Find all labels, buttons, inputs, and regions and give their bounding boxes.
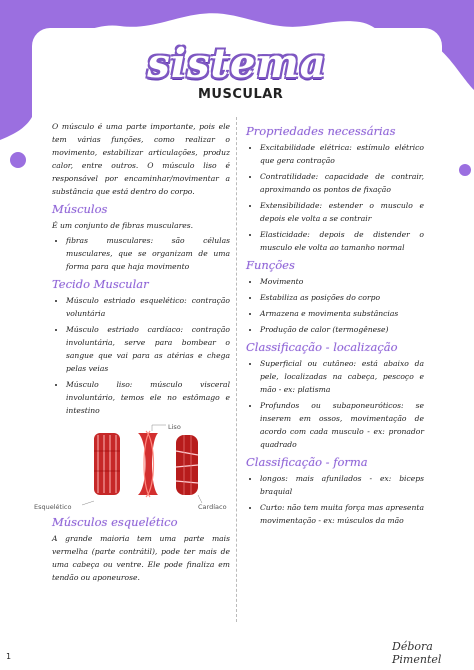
tecido-list xyxy=(52,294,230,417)
muscle-types-figure xyxy=(34,421,230,511)
esqueletico-text: A grande maioria tem uma parte mais vermelha (parte contrátil), pode ter mais de uma cabeça ou ventre. Ele pode finaliza em tendão ou aponeurose. xyxy=(52,534,230,582)
page-subtitle: MUSCULAR xyxy=(198,87,284,102)
intro-text: O músculo é uma parte importante, pois ele tem várias funções, como realizar o movimento, estabilizar articulações, produz calor, entre outros. O músculo liso é responsável por encaminhar/movimentar a substância que está dentro do corpo. xyxy=(52,122,230,196)
localizacao-heading: Classificação - localização xyxy=(246,340,398,354)
list-item: • Curto: não tem muita força mas apresenta movimentação - ex: músculos da mão xyxy=(260,501,424,527)
list-item: • Movimento xyxy=(260,275,424,288)
esqueletico-heading: Músculos esquelético xyxy=(52,515,178,529)
musculos-text: É um conjunto de fibras musculares. xyxy=(52,221,194,230)
forma-heading: Classificação - forma xyxy=(246,455,368,469)
list-item: • Estabiliza as posições do corpo xyxy=(260,291,424,304)
funcoes-list xyxy=(246,275,424,336)
list-item: • Elasticidade: depois de distender o musculo ele volta ao tamanho normal xyxy=(260,228,424,254)
label-esqueletico: Esquelético xyxy=(34,503,72,511)
list-item: • Extensibilidade: estender o musculo e depois ele volta a se contrair xyxy=(260,199,424,225)
list-item: • Excitabilidade elétrica: estímulo elétrico que gera contração xyxy=(260,141,424,167)
tecido-heading: Tecido Muscular xyxy=(52,277,149,291)
list-item: • Músculo estriado esquelético: contração voluntária xyxy=(66,294,230,320)
skeletal-muscle-icon xyxy=(94,433,120,495)
page-number: 1 xyxy=(6,652,12,661)
list-item: • Armazena e movimenta substâncias xyxy=(260,307,424,320)
list-item: • Músculo estriado cardíaco: contração involuntária, serve para bombear o sangue que vai para as atérias e chega pelas veias xyxy=(66,323,230,375)
label-cardiaco: Cardíaco xyxy=(198,503,227,511)
funcoes-heading: Funções xyxy=(246,258,295,272)
page-title: sistema xyxy=(147,40,327,87)
list-item: • fibras musculares: são células musculares, que se organizam de uma forma para que haja movimento xyxy=(66,234,230,273)
right-column xyxy=(246,120,424,530)
list-item: • Músculo liso: músculo visceral involuntário, temos ele no estômago e intestino xyxy=(66,378,230,417)
list-item: • longos: mais afunilados - ex: biceps braquial xyxy=(260,472,424,498)
smooth-muscle-icon xyxy=(138,431,158,497)
musculos-heading: Músculos xyxy=(52,202,108,216)
cardiac-muscle-icon xyxy=(176,435,198,495)
label-liso: Liso xyxy=(168,423,181,431)
propriedades-list xyxy=(246,141,424,254)
forma-list xyxy=(246,472,424,527)
list-item: • Superficial ou cutâneo: está abaixo da pele, localizadas na cabeça, pescoço e mão - ex: platisma xyxy=(260,357,424,396)
muscle-fibers-illustration xyxy=(52,421,230,511)
musculos-list xyxy=(52,234,230,273)
list-item: • Produção de calor (termogênese) xyxy=(260,323,424,336)
propriedades-heading: Propriedades necessárias xyxy=(246,124,396,138)
list-item: • Contratilidade: capacidade de contrair, aproximando os pontos de fixação xyxy=(260,170,424,196)
left-column xyxy=(34,120,230,586)
author-signature: Débora Pimentel xyxy=(392,640,442,666)
list-item: • Profundos ou subaponeuróticos: se inserem em ossos, movimentação de acordo com cada musculo - ex: pronador quadrado xyxy=(260,399,424,451)
localizacao-list xyxy=(246,357,424,451)
column-divider xyxy=(236,117,237,622)
